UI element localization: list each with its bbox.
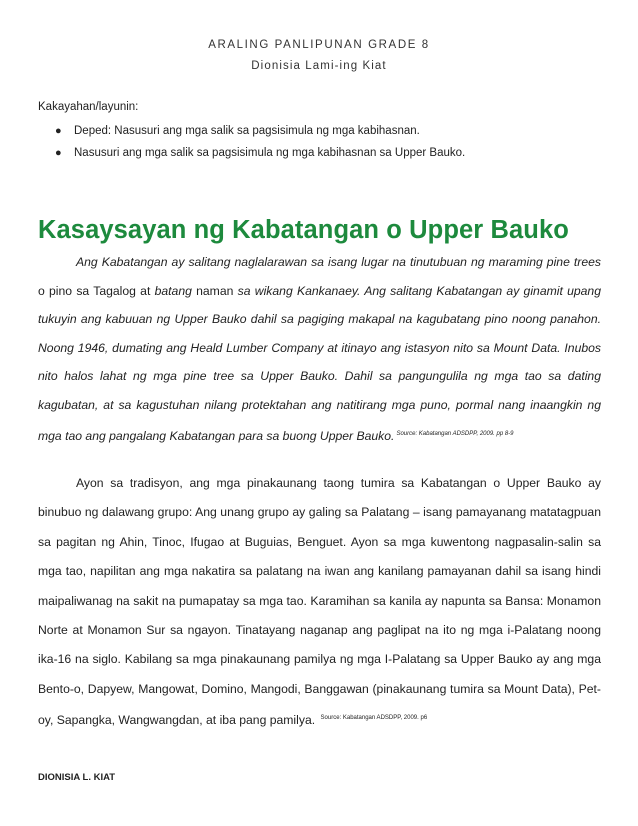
objectives-label: Kakayahan/layunin: — [38, 101, 139, 113]
bullet-icon: ● — [55, 125, 62, 137]
footer-author: DIONISIA L. KIAT — [38, 772, 116, 783]
objective-text: Deped: Nasusuri ang mga salik sa pagsisimula ng mga kabihasnan. — [74, 125, 420, 137]
objectives-list — [38, 120, 465, 164]
paragraph-kabatangan-meaning — [38, 248, 601, 450]
para1-term-batang: batang — [154, 283, 192, 298]
source-citation: Source: Kabatangan ADSDPP, 2009. p6 — [320, 715, 428, 722]
para1-text-c: naman — [191, 283, 238, 298]
bullet-icon: ● — [55, 147, 62, 159]
paragraph-tradition — [38, 469, 601, 736]
article-title: Kasaysayan ng Kabatangan o Upper Bauko — [38, 216, 569, 244]
para1-text-a: Ang Kabatangan ay salitang naglalarawan sa isang lugar na tinutubuan ng maraming pine trees — [76, 255, 601, 269]
source-citation: Source: Kabatangan ADSDPP, 2009. pp 8-9 — [396, 430, 514, 437]
para1-text-b: o pino sa Tagalog at — [38, 283, 155, 298]
para1-text-d: sa wikang Kankanaey. Ang salitang Kabatangan ay ginamit upang tukuyin ang kabuuan ng Upper Bauko dahil sa pagiging makapal na kagubatang pino noong panahon. Noong 1946, dumating ang Heald Lumber Company at itinayo ang istasyon nito sa Mount Data. Inubos nito halos lahat ng mga pine tree sa Upper Bauko. Dahil sa pangungulila ng mga tao sa dating kagubatan, at sa kagustuhan nilang protektahan ang natitirang mga puno, pormal nang inaangkin ng mga tao ang pangalang Kabatangan para sa buong Upper Bauko. — [38, 283, 601, 443]
objective-text: Nasusuri ang mga salik sa pagsisimula ng mga kabihasnan sa Upper Bauko. — [74, 147, 466, 159]
objective-item — [38, 142, 465, 164]
para2-text: Ayon sa tradisyon, ang mga pinakaunang taong tumira sa Kabatangan o Upper Bauko ay binubuo ng dalawang grupo: Ang unang grupo ay galing sa Palatang – isang pamayanang matatagpuan sa pagitan ng Ahin, Tinoc, Ifugao at Buguias, Benguet. Ayon sa mga kuwentong nagpasalin-salin sa mga tao, napilitan ang mga nakatira sa palatang na iwan ang kanilang pamayanan dahil sa isang hindi maipaliwanag na sakit na pumapatay sa mga tao. Karamihan sa kanila ay napunta sa Bansa: Monamon Norte at Monamon Sur sa ngayon. Tinatayang naganap ang paglipat na ito ng mga i-Palatang noong ika-16 na siglo. Kabilang sa mga pinakaunang pamilya ng mga I-Palatang sa Upper Bauko ay ang mga Bento-o, Dapyew, Mangowat, Domino, Mangodi, Banggawan (pinakaunang tumira sa Mount Data), Pet-oy, Sapangka, Wangwangdan, at iba pang pamilya. — [38, 476, 601, 728]
subject-header: ARALING PANLIPUNAN GRADE 8 — [208, 39, 430, 51]
objective-item — [38, 120, 465, 142]
author-header: Dionisia Lami-ing Kiat — [251, 60, 387, 72]
